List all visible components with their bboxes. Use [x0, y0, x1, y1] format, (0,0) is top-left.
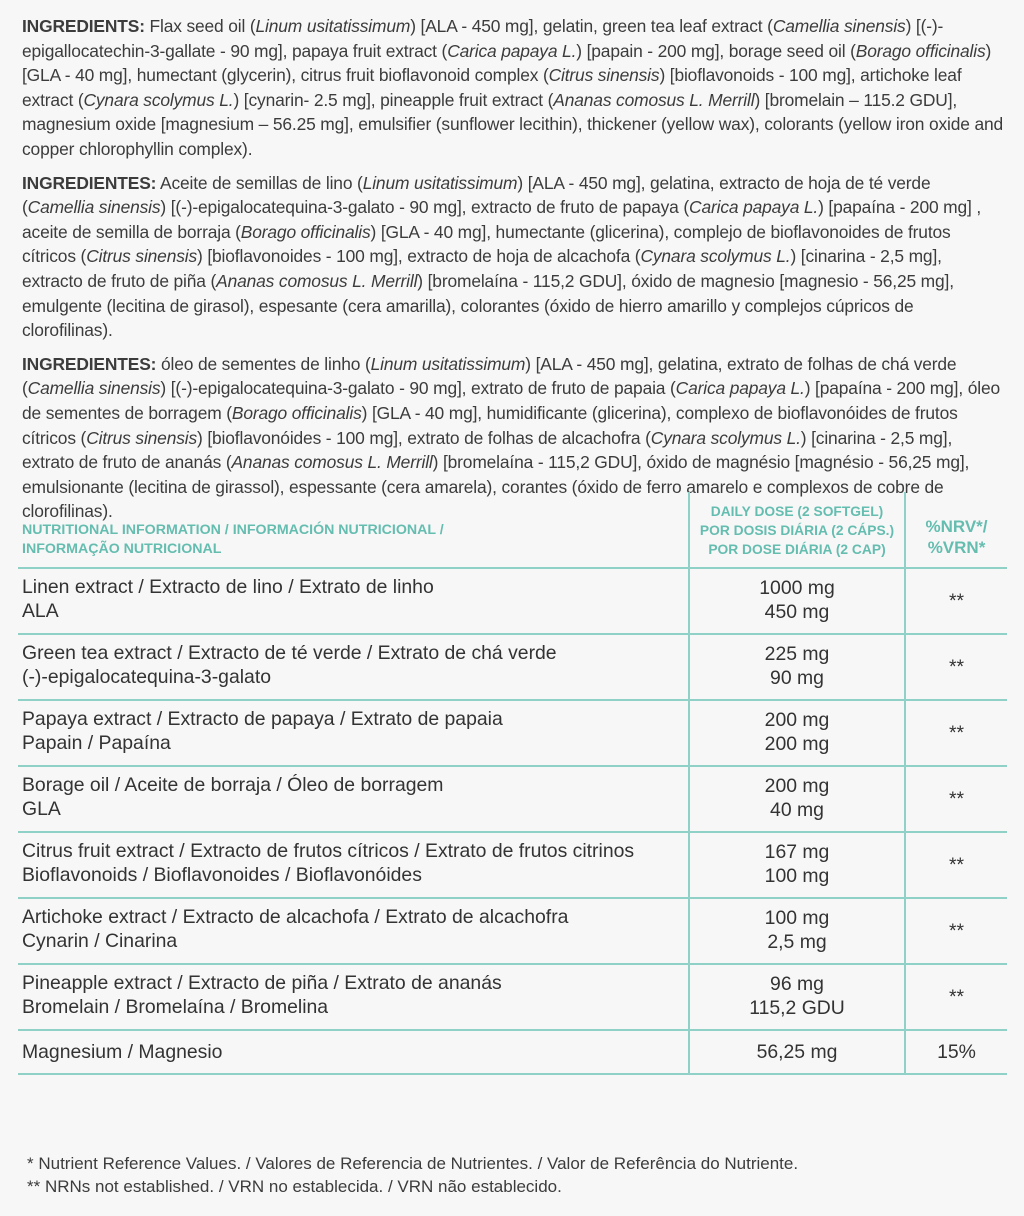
botanical-name: Carica papaya L. [675, 378, 805, 399]
ingredients-text: Aceite de semillas de lino ( [156, 172, 363, 193]
table-row [18, 700, 1007, 766]
ingredients-text: ) [bioflavonóides - 100 mg], extrato de folhas de alcachofra ( [197, 427, 651, 448]
botanical-name: Carica papaya L. [447, 40, 577, 61]
ingredients-text: ) [papain - 200 mg], borage seed oil ( [576, 40, 856, 61]
daily-dose-cell: 200 mg 200 mg [689, 700, 905, 766]
daily-dose-cell: 167 mg 100 mg [689, 832, 905, 898]
botanical-name: Linum usitatissimum [370, 353, 526, 374]
ingredients-text: ) [cinarina - 2,5 mg], extrato de fruto de ananás ( [22, 427, 953, 473]
nutrient-name-cell: Citrus fruit extract / Extracto de frutos cítricos / Extrato de frutos citrinos Bioflavonoids / Bioflavonoides / Bioflavonóides [18, 832, 689, 898]
ingredients-text: óleo de sementes de linho ( [156, 353, 371, 374]
table-row [18, 766, 1007, 832]
ingredients-text: ) [ALA - 450 mg], gelatina, extracto de hoja de té verde ( [22, 172, 931, 218]
daily-dose-cell: 96 mg 115,2 GDU [689, 964, 905, 1030]
ingredients-text: ) [GLA - 40 mg], humectante (glicerina), complejo de bioflavonoides de frutos cítricos ( [22, 221, 951, 267]
ingredients-text: ) [ALA - 450 mg], gelatin, green tea leaf extract ( [410, 16, 773, 36]
table-row [18, 1030, 1007, 1074]
nutrition-table-body [18, 568, 1007, 1074]
daily-dose-cell: 100 mg 2,5 mg [689, 898, 905, 964]
botanical-name: Citrus sinensis [86, 246, 198, 267]
nrv-cell: ** [905, 964, 1007, 1030]
nrv-cell: ** [905, 898, 1007, 964]
daily-dose-cell: 1000 mg 450 mg [689, 568, 905, 634]
nutrition-table-header [18, 492, 1007, 568]
nrv-cell: ** [905, 568, 1007, 634]
header-nrv: %NRV*/ %VRN* [905, 492, 1007, 568]
ingredients-es [22, 171, 1007, 343]
ingredients-section [22, 14, 1007, 533]
nrv-cell: ** [905, 634, 1007, 700]
botanical-name: Carica papaya L. [689, 197, 819, 218]
botanical-name: Cynara scolymus L. [650, 427, 801, 448]
nutrient-name-cell: Papaya extract / Extracto de papaya / Extrato de papaia Papain / Papaína [18, 700, 689, 766]
daily-dose-cell: 56,25 mg [689, 1030, 905, 1074]
table-row [18, 898, 1007, 964]
footnote-nrv: * Nutrient Reference Values. / Valores de Referencia de Nutrientes. / Valor de Referência do Nutriente. [27, 1154, 799, 1173]
botanical-name: Borago officinalis [855, 40, 986, 61]
ingredients-text: ) [(-)-epigallocatechin-3-gallate - 90 mg], papaya fruit extract ( [22, 16, 944, 61]
nutrient-name-cell: Green tea extract / Extracto de té verde / Extrato de chá verde (-)-epigalocatequina-3-galato [18, 634, 689, 700]
ingredients-text: ) [GLA - 40 mg], humectant (glycerin), citrus fruit bioflavonoid complex ( [22, 40, 992, 86]
ingredients-heading: INGREDIENTES: [22, 353, 157, 374]
ingredients-text: ) [papaína - 200 mg], óleo de sementes de borragem ( [22, 378, 1000, 423]
ingredients-text: ) [papaína - 200 mg] , aceite de semilla de borraja ( [22, 197, 982, 242]
footnote-not-established: ** NRNs not established. / VRN no establecida. / VRN não establecido. [27, 1177, 562, 1192]
botanical-name: Citrus sinensis [86, 427, 198, 448]
nutrient-name-cell: Artichoke extract / Extracto de alcachofa / Extrato de alcachofra Cynarin / Cinarina [18, 898, 689, 964]
table-row [18, 634, 1007, 700]
footnotes [27, 1152, 1007, 1192]
header-daily-dose: DAILY DOSE (2 SOFTGEL) POR DOSIS DIÁRIA (2 CÁPS.) POR DOSE DIÁRIA (2 CAP) [689, 492, 905, 568]
nrv-cell: ** [905, 832, 1007, 898]
ingredients-text: Flax seed oil ( [144, 16, 256, 36]
botanical-name: Linum usitatissimum [362, 172, 518, 193]
nutrient-name-cell: Magnesium / Magnesio [18, 1030, 689, 1074]
ingredients-text: ) [bromelaína - 115,2 GDU], óxido de magnesio [magnesio - 56,25 mg], emulgente (lecitina de girasol), espesante (cera amarilla), colorantes (óxido de hierro amarillo y complejos cúpricos de clorofilinas). [22, 270, 954, 341]
ingredients-text: ) [bioflavonoides - 100 mg], extracto de hoja de alcachofa ( [197, 246, 641, 267]
table-row [18, 964, 1007, 1030]
daily-dose-cell: 225 mg 90 mg [689, 634, 905, 700]
botanical-name: Linum usitatissimum [255, 16, 411, 36]
botanical-name: Ananas comosus L. Merrill [553, 89, 755, 110]
botanical-name: Cynara scolymus L. [640, 246, 791, 267]
botanical-name: Citrus sinensis [548, 65, 660, 86]
ingredients-text: ) [cynarin- 2.5 mg], pineapple fruit extract ( [233, 89, 554, 110]
ingredients-text: ) [bromelain – 115.2 GDU], magnesium oxide [magnesium – 56.25 mg], emulsifier (sunflower lecithin), thickener (yellow wax), colorants (yellow iron oxide and copper chlorophyllin complex). [22, 89, 1004, 159]
ingredients-text: ) [bromelaína - 115,2 GDU], óxido de magnésio [magnésio - 56,25 mg], emulsionante (lecitina de girassol), espessante (cera amarela), corantes (óxido de ferro amarelo e complexos de cobre de clorofilinas). [22, 452, 970, 522]
header-nutritional-information: NUTRITIONAL INFORMATION / INFORMACIÓN NUTRICIONAL / INFORMAÇÃO NUTRICIONAL [18, 492, 689, 568]
ingredients-text: ) [(-)-epigalocatequina-3-galato - 90 mg], extrato de fruto de papaia ( [160, 378, 676, 399]
botanical-name: Ananas comosus L. Merrill [231, 452, 433, 473]
table-row [18, 832, 1007, 898]
ingredients-text: ) [GLA - 40 mg], humidificante (glicerina), complexo de bioflavonóides de frutos cítricos ( [22, 402, 958, 448]
nrv-cell: ** [905, 700, 1007, 766]
nutrient-name-cell: Borage oil / Aceite de borraja / Óleo de borragem GLA [18, 766, 689, 832]
botanical-name: Ananas comosus L. Merrill [216, 270, 418, 291]
ingredients-en [22, 14, 1007, 162]
nrv-cell: ** [905, 766, 1007, 832]
botanical-name: Camellia sinensis [772, 16, 906, 36]
ingredients-text: ) [(-)-epigalocatequina-3-galato - 90 mg], extracto de fruto de papaya ( [160, 197, 690, 218]
nutrition-table [18, 492, 1007, 1075]
ingredients-heading: INGREDIENTS: [22, 16, 145, 36]
ingredients-text: ) [cinarina - 2,5 mg], extracto de fruto de piña ( [22, 246, 942, 291]
nutrient-name-cell: Pineapple extract / Extracto de piña / Extrato de ananás Bromelain / Bromelaína / Bromelina [18, 964, 689, 1030]
daily-dose-cell: 200 mg 40 mg [689, 766, 905, 832]
botanical-name: Camellia sinensis [27, 197, 161, 218]
table-row [18, 568, 1007, 634]
botanical-name: Camellia sinensis [27, 378, 161, 399]
botanical-name: Borago officinalis [240, 221, 371, 242]
nutrient-name-cell: Linen extract / Extracto de lino / Extrato de linho ALA [18, 568, 689, 634]
ingredients-text: ) [ALA - 450 mg], gelatina, extrato de folhas de chá verde ( [22, 353, 957, 399]
ingredients-text: ) [bioflavonoids - 100 mg], artichoke leaf extract ( [22, 65, 962, 110]
botanical-name: Borago officinalis [231, 402, 362, 423]
botanical-name: Cynara scolymus L. [83, 89, 234, 110]
nrv-cell: 15% [905, 1030, 1007, 1074]
ingredients-heading: INGREDIENTES: [22, 172, 157, 193]
